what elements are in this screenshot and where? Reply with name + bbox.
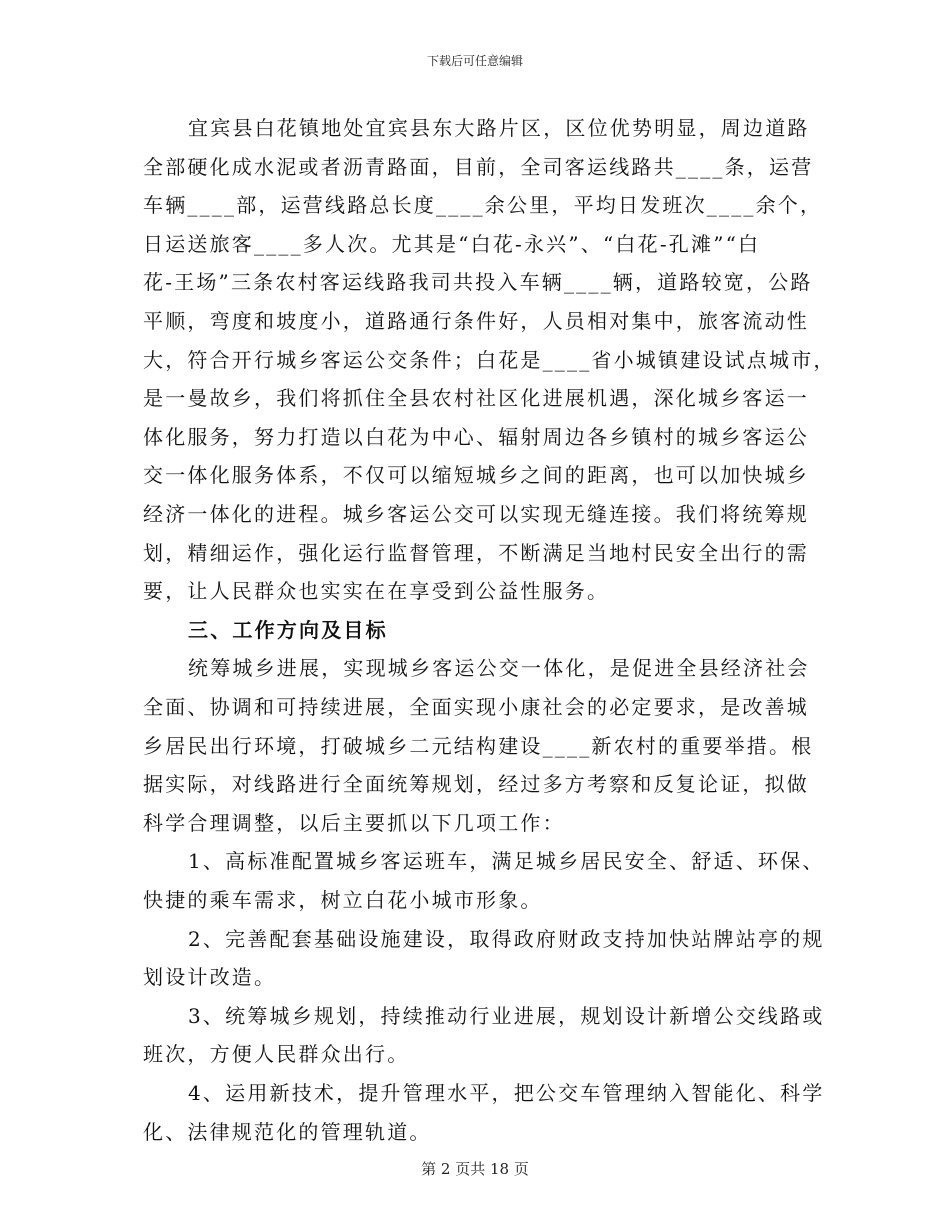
paragraph-line: 平顺，弯度和坡度小，道路通行条件好，人员相对集中，旅客流动性 [143, 309, 809, 333]
list-item-line: 快捷的乘车需求，树立白花小城市形象。 [143, 888, 543, 912]
list-item-line: 4、运用新技术，提升管理水平，把公交车管理纳入智能化、科学 [188, 1081, 825, 1105]
page-footer: 第 2 页共 18 页 [421, 1160, 529, 1178]
page-header: 下载后可任意编辑 [426, 54, 523, 68]
paragraph-line: 全部硬化成水泥或者沥青路面，目前，全司客运线路共____条，运营 [143, 154, 814, 179]
paragraph-line: 大，符合开行城乡客运公交条件；白花是____省小城镇建设试点城市， [143, 347, 836, 372]
paragraph-line: 划，精细运作，强化运行监督管理，不断满足当地村民安全出行的需 [143, 540, 809, 565]
paragraph-line: 全面、协调和可持续进展，全面实现小康社会的必定要求，是改善城 [143, 695, 809, 719]
paragraph-line: 宜宾县白花镇地处宜宾县东大路片区，区位优势明显，周边道路 [188, 116, 810, 140]
paragraph-line: 花-王场”三条农村客运线路我司共投入车辆____辆，道路较宽，公路 [143, 270, 813, 295]
paragraph-line: 体化服务，努力打造以白花为中心、辐射周边各乡镇村的城乡客运公 [143, 424, 809, 449]
paragraph-line: 据实际，对线路进行全面统筹规划，经过多方考察和反复论证，拟做 [143, 772, 809, 797]
paragraph-line: 是一曼故乡，我们将抓住全县农村社区化进展机遇，深化城乡客运一 [143, 386, 809, 411]
paragraph-line: 乡居民出行环境，打破城乡二元结构建设____新农村的重要举措。根 [143, 733, 814, 758]
list-item-line: 化、法律规范化的管理轨道。 [143, 1119, 432, 1144]
paragraph-line: 经济一体化的进程。城乡客运公交可以实现无缝连接。我们将统筹规 [143, 502, 809, 526]
section-heading: 三、工作方向及目标 [188, 617, 388, 642]
list-item-line: 1、高标准配置城乡客运班车，满足城乡居民安全、舒适、环保、 [188, 849, 825, 874]
list-item-line: 划设计改造。 [143, 965, 277, 990]
paragraph-line: 科学合理调整，以后主要抓以下几项工作： [143, 810, 565, 835]
paragraph-line: 日运送旅客____多人次。尤其是“白花-永兴”、“白花-孔滩”“白 [143, 231, 761, 256]
paragraph-line: 交一体化服务体系，不仅可以缩短城乡之间的距离，也可以加快城乡 [143, 463, 809, 488]
paragraph-line: 要，让人民群众也实实在在享受到公益性服务。 [143, 579, 610, 604]
list-item-line: 2、完善配套基础设施建设，取得政府财政支持加快站牌站亭的规 [188, 926, 825, 951]
paragraph-line: 统筹城乡进展，实现城乡客运公交一体化，是促进全县经济社会 [188, 656, 810, 681]
list-item-line: 班次，方便人民群众出行。 [143, 1042, 410, 1067]
list-item-line: 3、统筹城乡规划，持续推动行业进展，规划设计新增公交线路或 [188, 1003, 825, 1028]
paragraph-line: 车辆____部，运营线路总长度____余公里，平均日发班次____余个， [143, 193, 823, 218]
